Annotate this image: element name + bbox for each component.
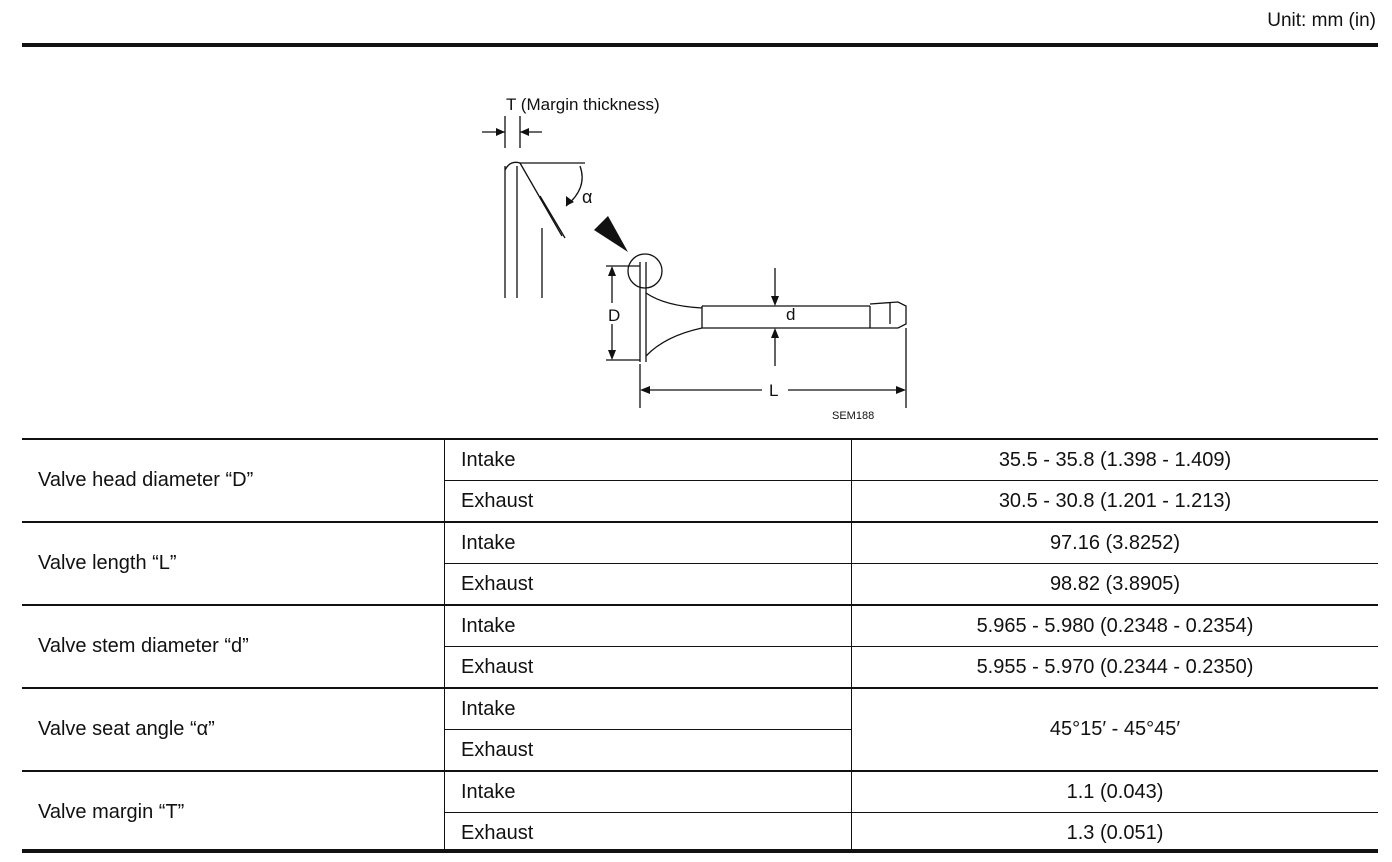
value-cell: 35.5 - 35.8 (1.398 - 1.409) — [852, 439, 1379, 481]
value-cell: 98.82 (3.8905) — [852, 564, 1379, 606]
param-stem-diameter: Valve stem diameter “d” — [22, 605, 445, 688]
value-cell: 1.1 (0.043) — [852, 771, 1379, 813]
sub-exhaust: Exhaust — [445, 730, 852, 772]
value-cell: 1.3 (0.051) — [852, 813, 1379, 854]
pointer-arrow — [594, 216, 628, 252]
l-arrow-left — [640, 386, 650, 394]
figure-code: SEM188 — [832, 410, 875, 422]
bottom-rule — [22, 849, 1378, 853]
valve-spec-table — [22, 438, 1378, 853]
sub-intake: Intake — [445, 605, 852, 647]
stem-diameter-label: d — [786, 305, 796, 324]
param-head-diameter: Valve head diameter “D” — [22, 439, 445, 522]
table-row — [22, 439, 1378, 481]
valve-diagram — [470, 88, 930, 428]
unit-label: Unit: mm (in) — [1267, 10, 1376, 31]
sub-exhaust: Exhaust — [445, 647, 852, 689]
value-cell: 97.16 (3.8252) — [852, 522, 1379, 564]
table-row — [22, 771, 1378, 813]
sub-exhaust: Exhaust — [445, 481, 852, 523]
detail-seat-face — [540, 196, 565, 238]
value-cell: 5.965 - 5.980 (0.2348 - 0.2354) — [852, 605, 1379, 647]
d-stem-arrow-top — [771, 296, 779, 306]
valve-fillet-bottom — [646, 328, 702, 356]
alpha-label: α — [582, 187, 593, 207]
t-arrowhead-left — [496, 128, 505, 136]
table-row — [22, 522, 1378, 564]
margin-thickness-label: T (Margin thickness) — [506, 95, 660, 114]
d-stem-arrow-bottom — [771, 328, 779, 338]
sub-intake: Intake — [445, 522, 852, 564]
stem-tip — [870, 302, 906, 328]
detail-circle — [628, 254, 662, 288]
d-head-arrow-top — [608, 266, 616, 276]
top-rule — [22, 43, 1378, 47]
table-row — [22, 688, 1378, 730]
l-arrow-right — [896, 386, 906, 394]
sub-intake: Intake — [445, 439, 852, 481]
param-valve-length: Valve length “L” — [22, 522, 445, 605]
sub-exhaust: Exhaust — [445, 564, 852, 606]
d-head-arrow-bottom — [608, 350, 616, 360]
sub-intake: Intake — [445, 688, 852, 730]
valve-diagram-svg — [470, 88, 930, 428]
sub-exhaust: Exhaust — [445, 813, 852, 854]
value-cell: 30.5 - 30.8 (1.201 - 1.213) — [852, 481, 1379, 523]
sub-intake: Intake — [445, 771, 852, 813]
value-cell-merged: 45°15′ - 45°45′ — [852, 688, 1379, 771]
param-valve-margin: Valve margin “T” — [22, 771, 445, 853]
t-arrowhead-right — [520, 128, 529, 136]
detail-seat-line — [520, 163, 562, 236]
valve-fillet-top — [646, 293, 702, 308]
length-label: L — [769, 381, 779, 400]
value-cell: 5.955 - 5.970 (0.2344 - 0.2350) — [852, 647, 1379, 689]
alpha-arrowhead — [566, 196, 574, 206]
table-row — [22, 605, 1378, 647]
head-diameter-label: D — [608, 306, 621, 325]
param-seat-angle: Valve seat angle “α” — [22, 688, 445, 771]
